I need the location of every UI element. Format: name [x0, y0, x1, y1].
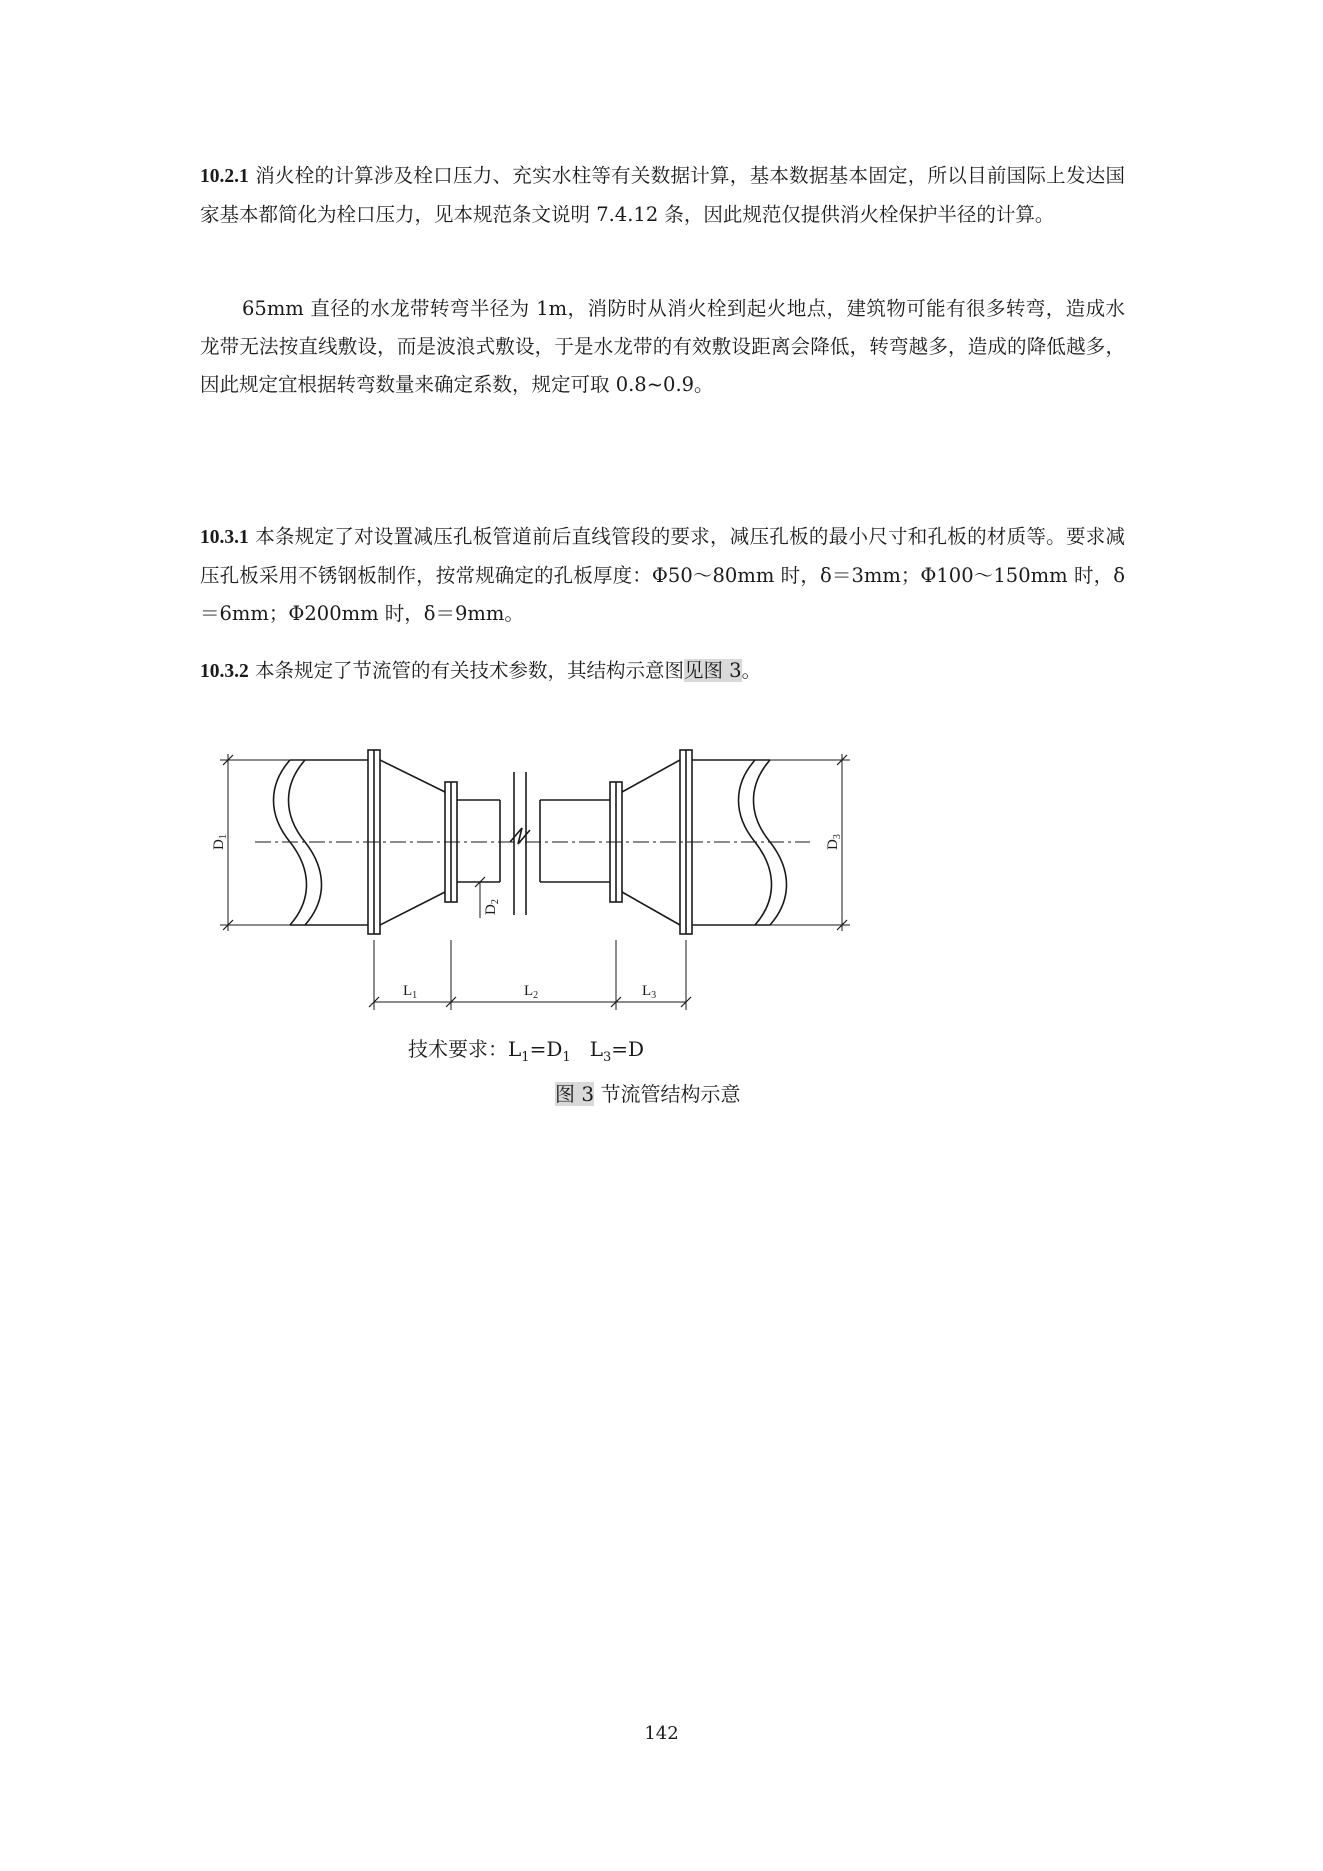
requirement-label: 技术要求：: [408, 1037, 508, 1061]
clause-text: 消火栓的计算涉及栓口压力、充实水柱等有关数据计算，基本数据基本固定，所以目前国际上发达国家基本都简化为栓口压力，见本规范条文说明 7.4.12 条，因此规范仅提供消火栓保护半径的计算。: [200, 164, 1125, 226]
req-l1-eq-sub: 1: [562, 1050, 571, 1065]
req-l1: L: [508, 1037, 522, 1061]
figure-reference-link[interactable]: 见图 3: [683, 659, 742, 682]
clause-number: 10.3.2: [200, 661, 249, 682]
paragraph-10-2-1-hose: 65mm 直径的水龙带转弯半径为 1m，消防时从消火栓到起火地点，建筑物可能有很多转弯，造成水龙带无法按直线敷设，而是波浪式敷设，于是水龙带的有效敷设距离会降低，转弯越多，造成的降低越多，因此规定宜根据转弯数量来确定系数，规定可取 0.8~0.9。: [200, 297, 1125, 396]
paragraph-10-2-1: [200, 157, 1125, 234]
clause-number: 10.2.1: [200, 166, 249, 187]
page-number: 142: [644, 1723, 679, 1744]
label-l2: $L_2$: [524, 983, 539, 1001]
clause-number: 10.3.1: [200, 527, 249, 548]
dimension-lengths: [369, 940, 691, 1010]
req-l3-eq: =D: [611, 1037, 645, 1061]
req-l3: L: [589, 1037, 603, 1061]
label-l3: $L_3$: [642, 983, 657, 1001]
clause-text: 本条规定了节流管的有关技术参数，其结构示意图: [254, 659, 684, 682]
figure-caption-text: 节流管结构示意: [594, 1082, 741, 1106]
technical-requirement: [408, 1033, 644, 1065]
clause-text: 本条规定了对设置减压孔板管道前后直线管段的要求，减压孔板的最小尺寸和孔板的材质等。要求减压孔板采用不锈钢板制作，按常规确定的孔板厚度：Φ50～80mm 时，δ＝3mm；Φ100～150mm 时，δ＝6mm；Φ200mm 时，δ＝9mm。: [200, 525, 1125, 625]
label-d2: $D_2$: [483, 899, 501, 915]
paragraph-10-3-1: [200, 518, 1125, 633]
clause-text-end: 。: [741, 659, 762, 682]
req-l3-sub: 3: [603, 1050, 612, 1065]
label-d3: $D_3$: [825, 834, 843, 850]
figure-caption: [555, 1078, 740, 1107]
req-l1-sub: 1: [521, 1050, 530, 1065]
throttle-pipe-diagram: [210, 740, 860, 1030]
label-l1: $L_1$: [403, 983, 418, 1001]
req-l1-eq: =D: [529, 1037, 563, 1061]
figure-caption-label: 图 3: [555, 1082, 595, 1106]
label-d1: $D_1$: [211, 834, 229, 850]
paragraph-10-3-2: [200, 652, 1125, 691]
